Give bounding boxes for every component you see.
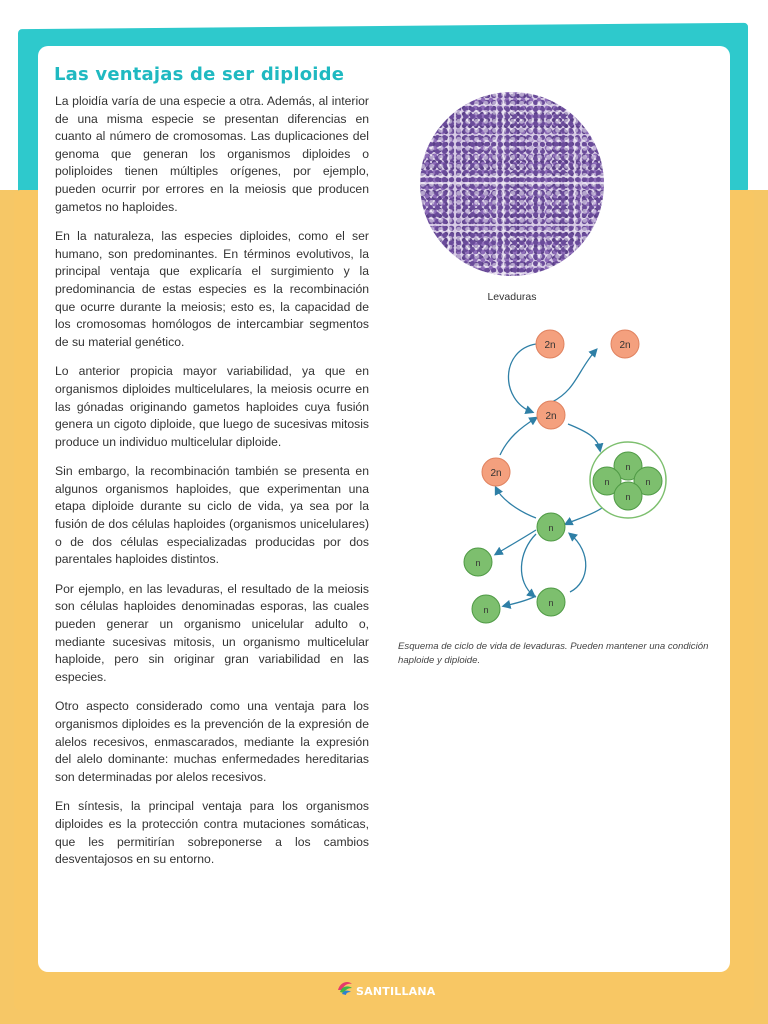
svg-text:n: n [625,462,631,472]
svg-text:2n: 2n [490,468,502,479]
arrow-top-loop-right [552,350,596,402]
arrow-lower-loop-back [570,534,586,592]
cell-n-left [464,548,492,576]
svg-text:n: n [604,477,610,487]
page-title: Las ventajas de ser diploide [54,64,345,85]
cell-2n-top-right [611,330,639,358]
cell-n-bottom-left [472,595,500,623]
svg-text:2n: 2n [544,340,556,351]
micrograph-label: Levaduras [487,291,537,303]
arrow-left-up [500,418,536,455]
paragraph-6: Otro aspecto considerado como una ventaja para los organismos diploides es la prevención de la expresión de alelos recesivos, enmascarados, mediante la expresión del alelo dominante: muchas enfermedades hereditarias son determinadas por alelos recesivos. [55,699,369,784]
paragraph-2: En la naturaleza, las especies diploides, como el ser humano, son predominantes. En términos evolutivos, la principal ventaja que explicaría el surgimiento y la predominancia de estas especies es la recombinación que ocurre durante la meiosis; esto es, la capacidad de los cromosomas homólogos de intercambiar segmentos de su material genético. [55,229,369,349]
cell-2n-middle [537,401,565,429]
body-text-column [55,93,369,881]
svg-text:n: n [645,477,651,487]
paragraph-3: Lo anterior propicia mayor variabilidad, ya que en organismos diploides multicelulares, la meiosis ocurre en las gónadas originando gametos haploides cuya fusión genera un cigoto diploide, que luego de sucesivas mitosis produce un individuo multicelular diploide. [55,364,369,449]
santillana-logo [336,976,436,1000]
svg-text:n: n [475,558,481,568]
brand-name: SANTILLANA [356,984,436,998]
cell-n-center [537,513,565,541]
cycle-arrows [496,344,602,606]
arrow-lower-loop-out [521,534,536,596]
cell-2n-left [482,458,510,486]
svg-text:n: n [625,492,631,502]
paragraph-5: Por ejemplo, en las levaduras, el resultado de la meiosis son células haploides denominadas esporas, las cuales pueden generar un organismo unicelular adulto o, mediante sucesivas mitosis, un organismo multicelular haploide, pero sin originar gran variabilidad en las especies. [55,581,369,684]
paragraph-4: Sin embargo, la recombinación también se presenta en algunos organismos haploides, que experimentan una etapa diploide durante su ciclo de vida, ya sea por la fusión de dos células haploides (organismos unicelulares) o de dos células especializadas producidas por dos parentales haploides distintos. [55,464,369,567]
tetrad-cell-bottom [614,482,642,510]
yeast-life-cycle-diagram [440,320,680,630]
svg-text:n: n [548,598,554,608]
diagram-caption: Esquema de ciclo de vida de levaduras. Pueden mantener una condición haploide y diploide. [398,641,709,666]
yeast-micrograph [420,92,604,276]
arrow-top-loop-left [508,344,536,412]
paragraph-7: En síntesis, la principal ventaja para los organismos diploides es la protección contra mutaciones somáticas, que les permitirían sobreponerse a los cambios desventajosos en su entorno. [55,799,369,867]
svg-text:n: n [483,605,489,615]
arrow-fusion-to-n [566,508,602,524]
svg-text:n: n [548,523,554,533]
paragraph-1: La ploidía varía de una especie a otra. Además, al interior de una misma especie se presentan diferencias en cuanto al número de cromosomas. Las duplicaciones del genoma que generan los organismos diploides o poliploides tienen múltiples orígenes, por ejemplo, pueden ocurrir por errores en la meiosis que producen gametos no haploides. [55,94,369,214]
cell-2n-top-left [536,330,564,358]
arrow-to-fusion [568,424,600,450]
cell-n-bottom-right [537,588,565,616]
svg-text:2n: 2n [619,340,631,351]
santillana-logo-icon [336,978,354,998]
svg-text:2n: 2n [545,411,557,422]
arrow-to-n-bottom [504,596,536,606]
arrow-up-to-2n [496,488,536,518]
